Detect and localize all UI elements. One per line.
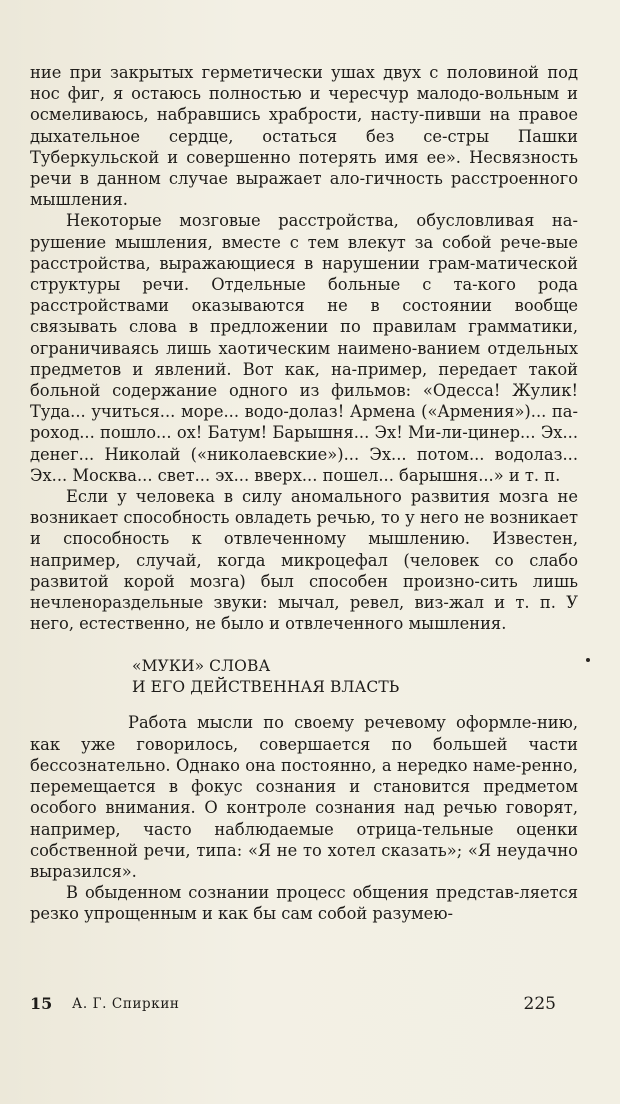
signature-number: 15 <box>30 994 53 1013</box>
page-number: 225 <box>523 994 556 1014</box>
signature-author: А. Г. Спиркин <box>72 996 180 1012</box>
paragraph-microcephaly: Если у человека в силу аномального развития мозга не возникает способность овладеть речью, то у него не возникает и способность к отвлеченному мышлению. Известен, например, случай, когда микроцефал (человек со слабо развитой корой мозга) был способен произно-сить лишь нечленораздельные звуки: мычал, ревел, виз-жал и т. п. У него, естественно, не было и отвлеченного мышления. <box>30 487 578 634</box>
section-heading-line-2: И ЕГО ДЕЙСТВЕННАЯ ВЛАСТЬ <box>132 678 400 697</box>
paragraph-everyday-consciousness: В обыденном сознании процесс общения представ-ляется резко упрощенным и как бы сам собой разумею- <box>30 883 578 924</box>
main-text <box>30 62 578 925</box>
paragraph-continuation: ние при закрытых герметически ушах двух с половиной под нос фиг, я остаюсь полностью и чересчур малодо-вольным и осмеливаюсь, набравшись храбрости, насту-пивши на правое дыхательное сердце, остаться без се-стры Пашки Туберкульской и совершенно потерять имя ее». Несвязность речи в данном случае выражает ало-гичность расстроенного мышления. <box>30 63 578 210</box>
paragraph-thought-work: Работа мысли по своему речевому оформле-нию, как уже говорилось, совершается по большей части бессознательно. Однако она постоянно, а нередко наме-ренно, перемещается в фокус сознания и становится предметом особого внимания. О контроле сознания над речью говорят, например, часто наблюдаемые отрица-тельные оценки собственной речи, типа: «Я не то хотел сказать»; «Я неудачно выразился». <box>30 713 578 881</box>
page-footer <box>30 992 556 1016</box>
section-heading-line-1: «МУКИ» СЛОВА <box>132 657 271 676</box>
section-heading-block <box>30 656 578 698</box>
paragraph-brain-disorders: Некоторые мозговые расстройства, обусловливая на-рушение мышления, вместе с тем влекут за собой рече-вые расстройства, выражающиеся в нарушении грам-матической структуры речи. Отдельные больные с та-кого рода расстройствами оказываются не в состоянии вообще связывать слова в предложении по правилам грамматики, ограничиваясь лишь хаотическим наимено-ванием отдельных предметов и явлений. Вот как, на-пример, передает такой больной содержание одного из фильмов: «Одесса! Жулик! Туда... учиться... море... водо-долаз! Армена («Армения»)... па-роход... пошло... ох! Батум! Барышня... Эх! Ми-ли-цинер... Эх... денег... Николай («николаевские»)... Эх... потом... водолаз... Эх... Москва... свет... эх... вверх... пошел... барышня...» и т. п. <box>30 211 578 485</box>
ink-speck <box>586 658 590 662</box>
